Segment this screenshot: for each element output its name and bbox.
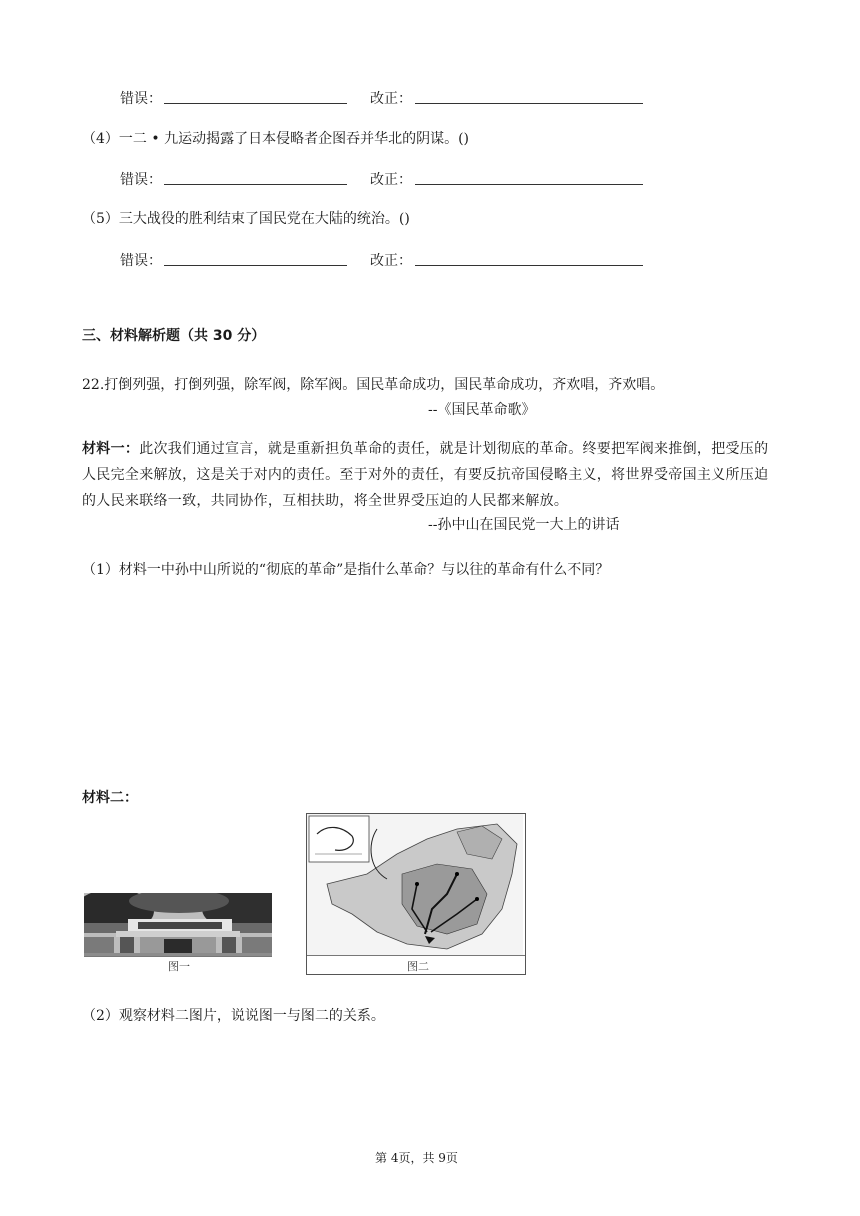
section-title: 三、材料解析题（共 30 分）	[82, 328, 266, 344]
northern-expedition-map-image	[307, 814, 523, 956]
wrong-label: 错误：	[120, 172, 162, 188]
wrong-label: 错误：	[120, 253, 162, 269]
item-5: （5）三大战役的胜利结束了国民党在大陆的统治。()	[82, 211, 410, 227]
figure-2-caption: 图二	[407, 960, 429, 973]
fix-answer-blank[interactable]	[415, 184, 643, 185]
answer-row-3	[120, 88, 660, 108]
material-1-source: --孙中山在国民党一大上的讲话	[428, 517, 620, 533]
figure-1-photo	[84, 893, 272, 973]
answer-row-5	[120, 250, 660, 270]
question-2: （2）观察材料二图片，说说图一与图二的关系。	[82, 1008, 385, 1024]
fix-answer-blank[interactable]	[415, 265, 643, 266]
wrong-label: 错误：	[120, 91, 162, 107]
wrong-answer-blank[interactable]	[164, 184, 347, 185]
fix-label: 改正：	[370, 172, 412, 188]
material-1-label: 材料一：	[82, 441, 140, 457]
figure-1-caption: 图一	[168, 960, 190, 973]
material-1	[82, 436, 772, 514]
fix-label: 改正：	[370, 253, 412, 269]
wrong-answer-blank[interactable]	[164, 103, 347, 104]
fix-label: 改正：	[370, 91, 412, 107]
page-footer: 第 4页，共 9页	[375, 1151, 458, 1165]
fix-answer-blank[interactable]	[415, 103, 643, 104]
item-4: （4）一二 • 九运动揭露了日本侵略者企图吞并华北的阴谋。()	[82, 131, 469, 147]
song-source: --《国民革命歌》	[428, 402, 536, 418]
question-22-song: 22.打倒列强，打倒列强，除军阀，除军阀。国民革命成功，国民革命成功，齐欢唱，齐欢唱。	[82, 377, 665, 393]
figure-2-map	[306, 813, 526, 975]
material-2-label: 材料二：	[82, 790, 138, 806]
question-1: （1）材料一中孙中山所说的“彻底的革命”是指什么革命？与以往的革命有什么不同？	[82, 562, 610, 578]
answer-row-4	[120, 169, 660, 189]
material-1-text: 此次我们通过宣言，就是重新担负革命的责任，就是计划彻底的革命。终要把军阀来推倒，把受压的人民完全来解放，这是关于对内的责任。至于对外的责任，有要反抗帝国侵略主义，将世界受帝国主义所压迫的人民来联络一致，共同协作，互相扶助，将全世界受压迫的人民都来解放。	[82, 441, 769, 509]
wrong-answer-blank[interactable]	[164, 265, 347, 266]
